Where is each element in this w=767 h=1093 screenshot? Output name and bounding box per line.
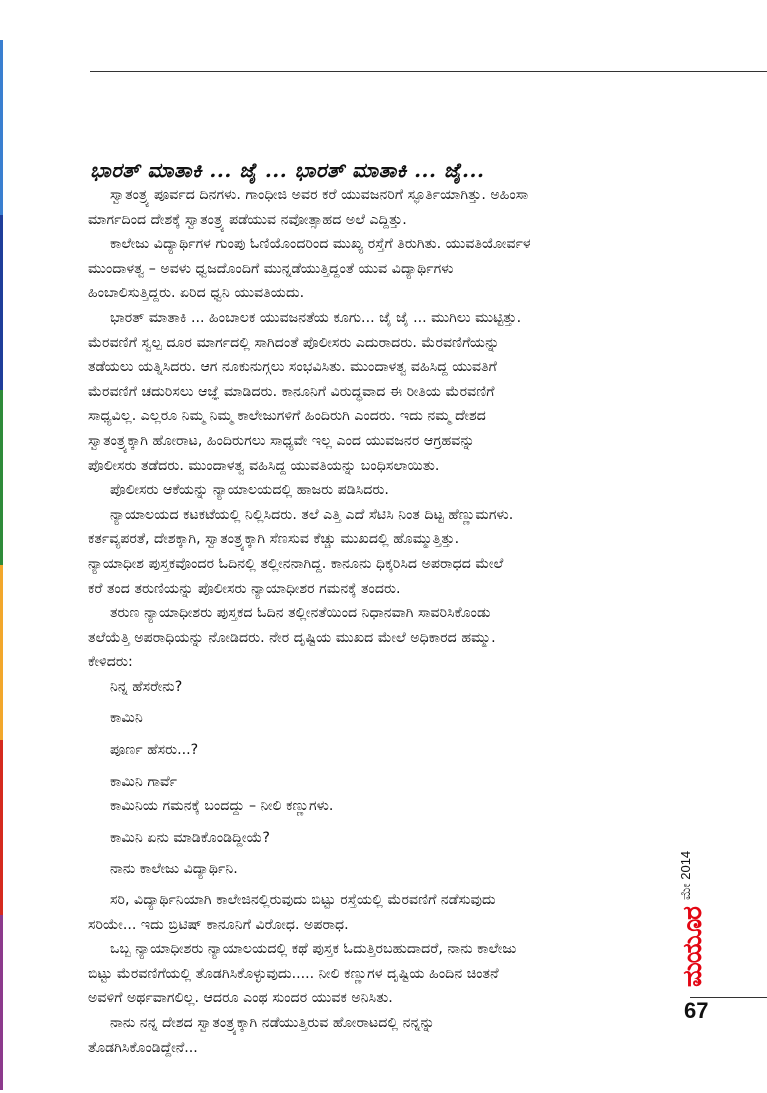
dialogue-line: ಕಾಮಿನಿ ಗಾರ್ವೆ ಕಾಮಿನಿಯ ಗಮನಕ್ಕೆ ಬಂದದ್ದು – ನೀಲಿ ಕಣ್ಣುಗಳು. — [110, 773, 334, 815]
edge-color-strip — [0, 40, 3, 1090]
paragraph: ಪೊಲೀಸರು ಆಕೆಯನ್ನು ನ್ಯಾಯಾಲಯದಲ್ಲಿ ಹಾಜರು ಪಡಿಸಿದರು. — [110, 482, 389, 499]
page-number: 67 — [684, 998, 709, 1023]
paragraph: ಸರಿ, ವಿದ್ಯಾರ್ಥಿನಿಯಾಗಿ ಕಾಲೇಜಿನಲ್ಲಿರುವುದು ಬಿಟ್ಟು ರಸ್ತೆಯಲ್ಲಿ ಮೆರವಣಿಗೆ ನಡೆಸುವುದು ಸರಿಯೇ... ಇದು ಬ್ರಿಟಿಷ್ ಕಾನೂನಿಗೆ ವಿರೋಧ. ಅಪರಾಧ. — [88, 892, 496, 933]
dialogue-line: ಕಾಮಿನಿ — [110, 710, 143, 727]
paragraph: ಸ್ವಾತಂತ್ರ್ಯ ಪೂರ್ವದ ದಿನಗಳು. ಗಾಂಧೀಜಿ ಅವರ ಕರೆ ಯುವಜನರಿಗೆ ಸ್ಫೂರ್ತಿಯಾಗಿತ್ತು. ಅಹಿಂಸಾ ಮಾರ್ಗದಿಂದ ದೇಶಕ್ಕೆ ಸ್ವಾತಂತ್ರ್ಯ ಪಡೆಯುವ ನವೋತ್ಸಾಹದ ಅಲೆ ಎದ್ದಿತ್ತು. — [88, 187, 529, 228]
paragraph: ನ್ಯಾಯಾಲಯದ ಕಟಕಟೆಯಲ್ಲಿ ನಿಲ್ಲಿಸಿದರು. ತಲೆ ಎತ್ತಿ ಎದೆ ಸೆಟಿಸಿ ನಿಂತ ದಿಟ್ಟ ಹೆಣ್ಣುಮಗಳು. ಕರ್ತವ್ಯಪರತೆ, ದೇಶಕ್ಕಾಗಿ, ಸ್ವಾತಂತ್ರ್ಯಕ್ಕಾಗಿ ಸೆಣಸುವ ಕೆಚ್ಚು ಮುಖದಲ್ಲಿ ಹೊಮ್ಮುತ್ತಿತ್ತು. ನ್ಯಾಯಾಧೀಶ ಪುಸ್ತಕವೊಂದರ ಓದಿನಲ್ಲಿ ತಲ್ಲೀನನಾಗಿದ್ದ. ಕಾನೂನು ಧಿಕ್ಕರಿಸಿದ ಅಪರಾಧದ ಮೇಲೆ ಕರೆ ತಂದ ತರುಣಿಯನ್ನು ಪೊಲೀಸರು ನ್ಯಾಯಾಧೀಶರ ಗಮನಕ್ಕೆ ತಂದರು. — [88, 506, 514, 597]
paragraph: ನಾನು ನನ್ನ ದೇಶದ ಸ್ವಾತಂತ್ರ್ಯಕ್ಕಾಗಿ ನಡೆಯುತ್ತಿರುವ ಹೋರಾಟದಲ್ಲಿ ನನ್ನನ್ನು ತೊಡಗಿಸಿಕೊಂಡಿದ್ದೇನೆ... — [88, 1015, 435, 1056]
paragraph: ತರುಣ ನ್ಯಾಯಾಧೀಶರು ಪುಸ್ತಕದ ಓದಿನ ತಲ್ಲೀನತೆಯಿಂದ ನಿಧಾನವಾಗಿ ಸಾವರಿಸಿಕೊಂಡು ತಲೆಯೆತ್ತಿ ಅಪರಾಧಿಯನ್ನು ನೋಡಿದರು. ನೇರ ದೃಷ್ಟಿಯ ಮುಖದ ಮೇಲೆ ಅಧಿಕಾರದ ಹಮ್ಮು. ಕೇಳಿದರು: — [88, 605, 496, 671]
story-body — [88, 183, 673, 1060]
dialogue-line: ನಾನು ಕಾಲೇಜು ವಿದ್ಯಾರ್ಥಿನಿ. — [110, 861, 238, 878]
issue-date: ಮೇ 2014 — [678, 850, 693, 900]
dialogue-line: ಪೂರ್ಣ ಹೆಸರು...? — [110, 742, 199, 759]
paragraph: ಒಬ್ಬ ನ್ಯಾಯಾಧೀಶರು ನ್ಯಾಯಾಲಯದಲ್ಲಿ ಕಥೆ ಪುಸ್ತಕ ಓದುತ್ತಿರಬಹುದಾದರೆ, ನಾನು ಕಾಲೇಜು ಬಿಟ್ಟು ಮೆರವಣಿಗೆಯಲ್ಲಿ ತೊಡಗಿಸಿಕೊಳ್ಳುವುದು..... ನೀಲಿ ಕಣ್ಣುಗಳ ದೃಷ್ಟಿಯ ಹಿಂದಿನ ಚಿಂತನೆ ಅವಳಿಗೆ ಅರ್ಥವಾಗಲಿಲ್ಲ. ಆದರೂ ಎಂಥ ಸುಂದರ ಯುವಕ ಅನಿಸಿತು. — [88, 941, 517, 1007]
dialogue-line: ಕಾಮಿನಿ ಏನು ಮಾಡಿಕೊಂಡಿದ್ದೀಯೆ? — [110, 829, 270, 846]
magazine-brand: ಮಯೂರ — [678, 907, 708, 988]
top-rule — [90, 71, 767, 72]
story-heading: ಭಾರತ್ ಮಾತಾಕಿ ... ಜೈ ... ಭಾರತ್ ಮಾತಾಕಿ ... ಜೈ... — [90, 158, 485, 182]
dialogue-line: ನಿನ್ನ ಹೆಸರೇನು? — [110, 678, 183, 695]
paragraph: ಕಾಲೇಜು ವಿದ್ಯಾರ್ಥಿಗಳ ಗುಂಪು ಓಣಿಯೊಂದರಿಂದ ಮುಖ್ಯ ರಸ್ತೆಗೆ ತಿರುಗಿತು. ಯುವತಿಯೋರ್ವಳ ಮುಂದಾಳತ್ವ – ಅವಳು ಧ್ವಜದೊಂದಿಗೆ ಮುನ್ನಡೆಯುತ್ತಿದ್ದಂತೆ ಯುವ ವಿದ್ಯಾರ್ಥಿಗಳು ಹಿಂಬಾಲಿಸುತ್ತಿದ್ದರು. ಏರಿದ ಧ್ವನಿ ಯುವತಿಯದು. — [88, 236, 531, 302]
paragraph: ಭಾರತ್ ಮಾತಾಕಿ ... ಹಿಂಬಾಲಕ ಯುವಜನತೆಯ ಕೂಗು... ಜೈ ಜೈ ... ಮುಗಿಲು ಮುಟ್ಟಿತ್ತು. ಮೆರವಣಿಗೆ ಸ್ವಲ್ಪ ದೂರ ಮಾರ್ಗದಲ್ಲಿ ಸಾಗಿದಂತೆ ಪೊಲೀಸರು ಎದುರಾದರು. ಮೆರವಣಿಗೆಯನ್ನು ತಡೆಯಲು ಯತ್ನಿಸಿದರು. ಆಗ ನೂಕುನುಗ್ಗಲು ಸಂಭವಿಸಿತು. ಮುಂದಾಳತ್ವ ವಹಿಸಿದ್ದ ಯುವತಿಗೆ ಮೆರವಣಿಗೆ ಚದುರಿಸಲು ಆಜ್ಞೆ ಮಾಡಿದರು. ಕಾನೂನಿಗೆ ವಿರುದ್ಧವಾದ ಈ ರೀತಿಯ ಮೆರವಣಿಗೆ ಸಾಧ್ಯವಿಲ್ಲ. ಎಲ್ಲರೂ ನಿಮ್ಮ ನಿಮ್ಮ ಕಾಲೇಜುಗಳಿಗೆ ಹಿಂದಿರುಗಿ ಎಂದರು. ಇದು ನಮ್ಮ ದೇಶದ ಸ್ವಾತಂತ್ರ್ಯಕ್ಕಾಗಿ ಹೋರಾಟ, ಹಿಂದಿರುಗಲು ಸಾಧ್ಯವೇ ಇಲ್ಲ ಎಂದ ಯುವಜನರ ಆಗ್ರಹವನ್ನು ಪೊಲೀಸರು ತಡೆದರು. ಮುಂದಾಳತ್ವ ವಹಿಸಿದ್ದ ಯುವತಿಯನ್ನು ಬಂಧಿಸಲಾಯಿತು. — [88, 309, 522, 474]
